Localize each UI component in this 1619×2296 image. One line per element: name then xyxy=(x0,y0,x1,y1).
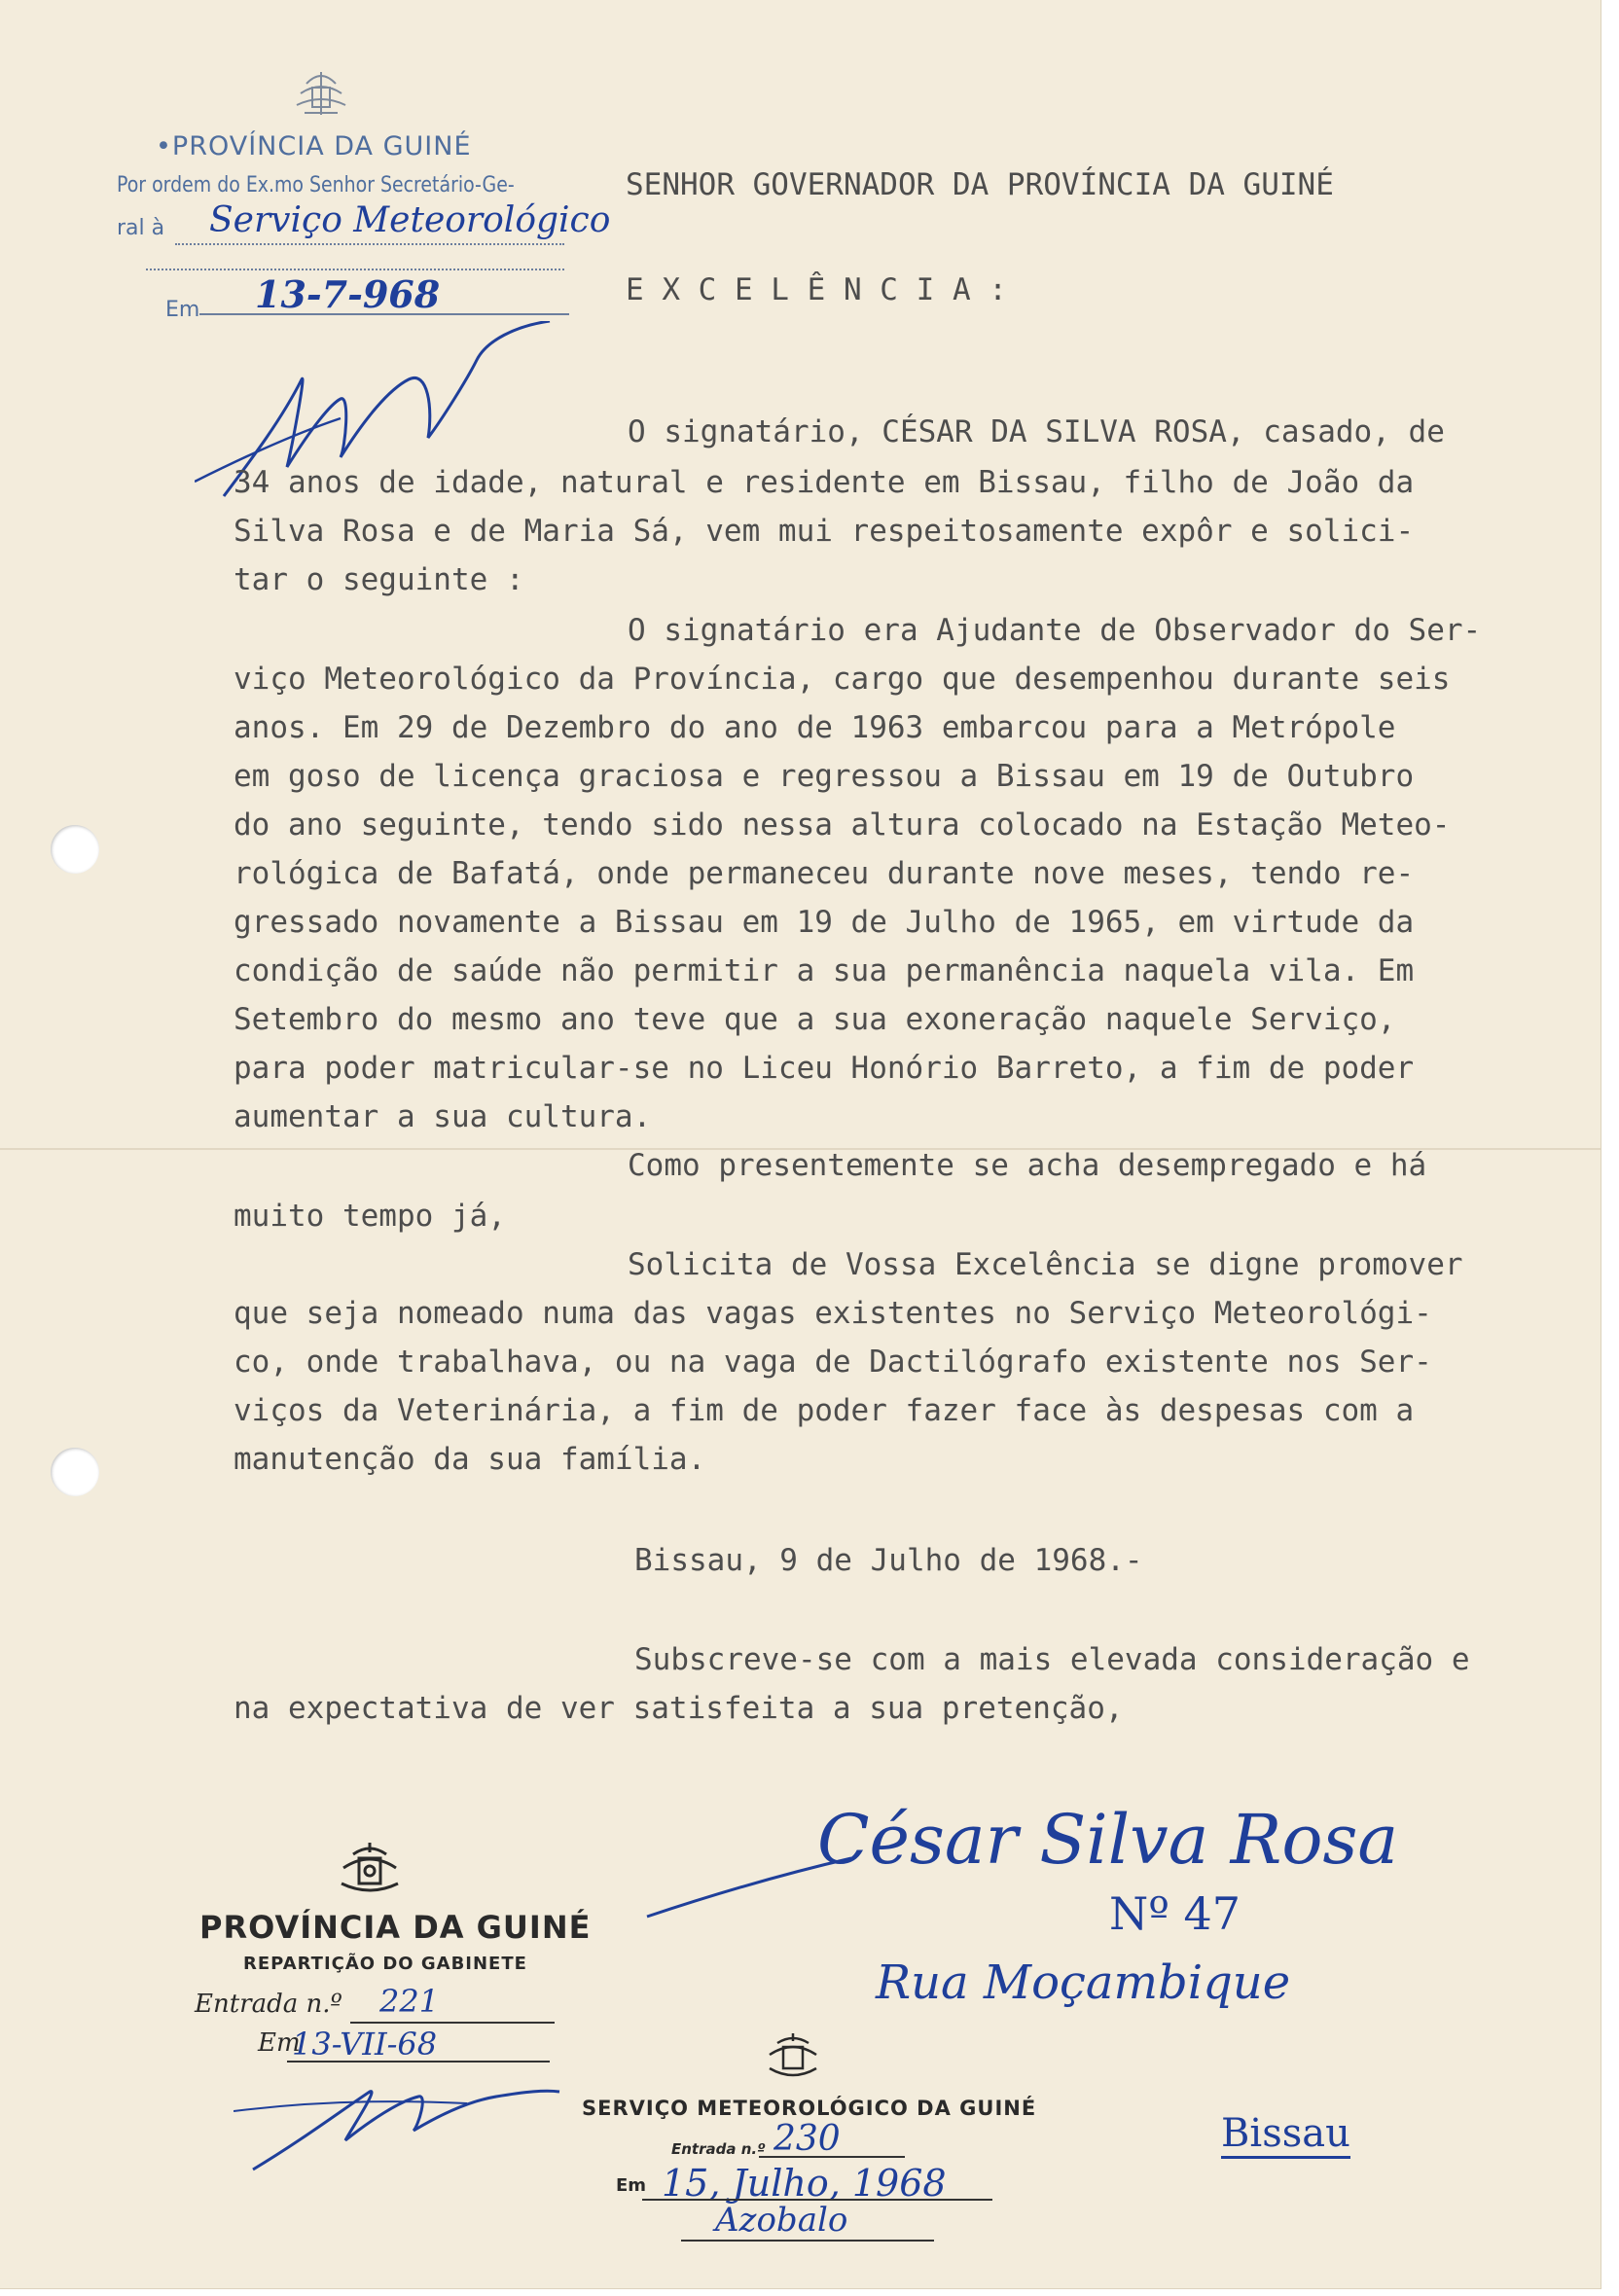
body-line: O signatário era Ajudante de Observador do Ser- xyxy=(628,613,1482,648)
body-line: 34 anos de idade, natural e residente em Bissau, filho de João da xyxy=(234,465,1415,500)
body-line: do ano seguinte, tendo sido nessa altura colocado na Estação Meteo- xyxy=(234,807,1451,843)
body-line: Setembro do mesmo ano teve que a sua exoneração naquele Serviço, xyxy=(234,1002,1396,1037)
initials-scribble xyxy=(234,2072,564,2179)
body-line: O signatário, CÉSAR DA SILVA ROSA, casado, de xyxy=(628,414,1445,449)
stamp-rule xyxy=(681,2240,934,2242)
stamp-rule xyxy=(287,2061,550,2063)
body-line: para poder matricular-se no Liceu Honório Barreto, a fim de poder xyxy=(234,1051,1415,1086)
stamp-title: SERVIÇO METEOROLÓGICO DA GUINÉ xyxy=(582,2097,1037,2120)
body-line: em goso de licença graciosa e regressou a Bissau em 19 de Outubro xyxy=(234,759,1415,794)
stamp-rule xyxy=(350,2022,555,2024)
stamp-date-value: 15, Julho, 1968 xyxy=(662,2162,947,2205)
body-line: gressado novamente a Bissau em 19 de Julho de 1965, em virtude da xyxy=(234,905,1415,940)
signature: César Silva Rosa xyxy=(817,1800,1399,1880)
salutation: E X C E L Ê N C I A : xyxy=(626,272,1007,307)
stamp-rule xyxy=(175,243,564,245)
body-line: muito tempo já, xyxy=(234,1199,506,1234)
body-line: viço Meteorológico da Província, cargo que desempenhou durante seis xyxy=(234,662,1451,697)
stamp-rule xyxy=(146,269,564,270)
body-line: rológica de Bafatá, onde permaneceu durante nove meses, tendo re- xyxy=(234,856,1415,891)
stamp-order-line: Por ordem do Ex.mo Senhor Secretário-Ge- xyxy=(117,173,515,197)
punch-hole xyxy=(51,1448,99,1496)
stamp-entry-label: Entrada n.º xyxy=(195,1990,342,2019)
address-city: Bissau xyxy=(1221,2111,1350,2159)
stamp-recipient-label: ral à xyxy=(117,216,165,240)
coat-of-arms-icon xyxy=(336,1839,404,1899)
date-line: Bissau, 9 de Julho de 1968.- xyxy=(634,1543,1143,1578)
punch-hole xyxy=(51,825,99,874)
signature-stroke xyxy=(642,1853,856,1921)
body-line: Como presentemente se acha desempregado e há xyxy=(628,1148,1427,1183)
stamp-date-value: 13-VII-68 xyxy=(292,2026,438,2063)
addressee: SENHOR GOVERNADOR DA PROVÍNCIA DA GUINÉ xyxy=(626,167,1334,202)
coat-of-arms-icon xyxy=(287,64,355,123)
body-line: Solicita de Vossa Excelência se digne promover xyxy=(628,1247,1463,1282)
body-line: que seja nomeado numa das vagas existentes no Serviço Meteorológi- xyxy=(234,1296,1432,1331)
stamp-entry-value: 221 xyxy=(379,1983,440,2020)
closing-line: na expectativa de ver satisfeita a sua pretenção, xyxy=(234,1691,1124,1726)
handwritten-recipient: Serviço Meteorológico xyxy=(209,200,611,240)
stamp-entry-label: Entrada n.º xyxy=(671,2140,766,2158)
stamp-subtitle: REPARTIÇÃO DO GABINETE xyxy=(243,1954,527,1974)
stamp-date-label: Em xyxy=(165,298,200,322)
stamp-title: PROVÍNCIA DA GUINÉ xyxy=(199,1909,592,1946)
handwritten-date: 13-7-968 xyxy=(255,272,441,316)
closing-line: Subscreve-se com a mais elevada consideração e xyxy=(634,1642,1470,1677)
stamp-date-label: Em xyxy=(258,2028,301,2058)
stamp-signature: Azobalo xyxy=(715,2201,848,2240)
address-number: Nº 47 xyxy=(1109,1887,1241,1940)
body-line: manutenção da sua família. xyxy=(234,1442,706,1477)
body-line: anos. Em 29 de Dezembro do ano de 1963 embarcou para a Metrópole xyxy=(234,710,1396,745)
coat-of-arms-icon xyxy=(764,2029,822,2082)
body-line: Silva Rosa e de Maria Sá, vem mui respeitosamente expôr e solici- xyxy=(234,514,1415,549)
stamp-rule xyxy=(759,2156,905,2158)
stamp-date-label: Em xyxy=(616,2175,647,2196)
body-line: co, onde trabalhava, ou na vaga de Dactilógrafo existente nos Ser- xyxy=(234,1345,1432,1380)
body-line: viços da Veterinária, a fim de poder fazer face às despesas com a xyxy=(234,1393,1415,1428)
body-line: aumentar a sua cultura. xyxy=(234,1099,652,1134)
stamp-title: •PROVÍNCIA DA GUINÉ xyxy=(156,131,472,161)
stamp-rule xyxy=(199,313,569,315)
stamp-entry-value: 230 xyxy=(774,2119,841,2159)
address-street: Rua Moçambique xyxy=(876,1955,1291,2010)
body-line: tar o seguinte : xyxy=(234,562,524,597)
body-line: condição de saúde não permitir a sua permanência naquela vila. Em xyxy=(234,953,1415,988)
